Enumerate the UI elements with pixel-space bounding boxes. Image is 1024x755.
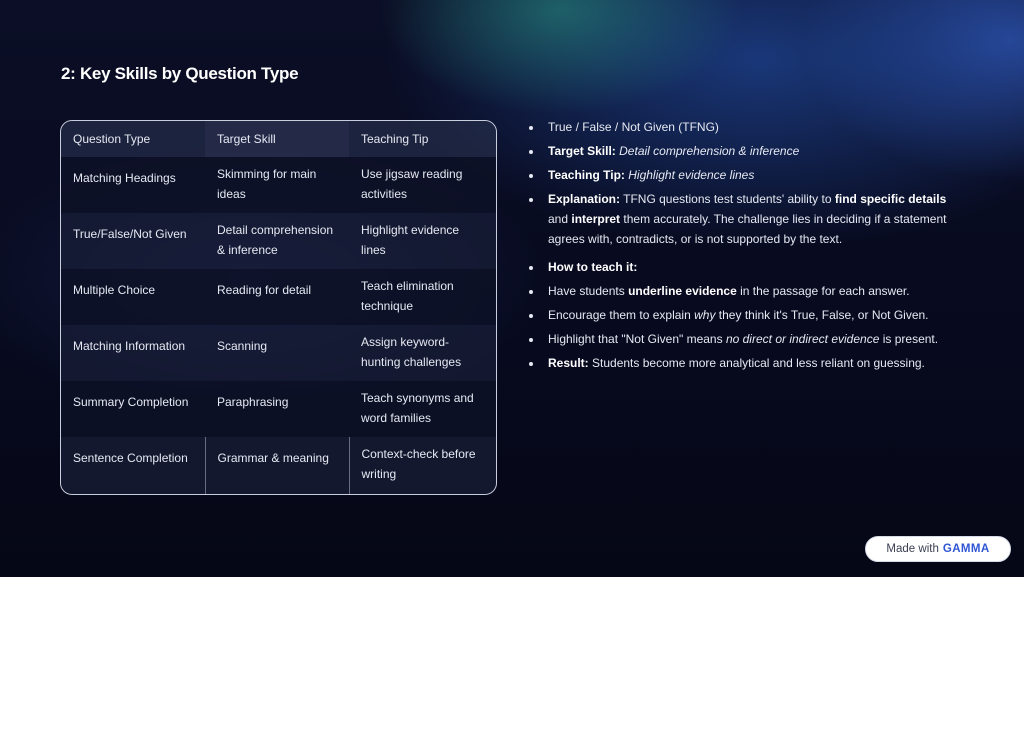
explanation-text: TFNG questions test students' ability to [623,192,832,206]
how-text: Have students [548,284,625,298]
list-item [527,305,967,325]
cell-question-type: True/False/Not Given [61,213,205,269]
skills-table [60,120,497,495]
how-text: in the passage for each answer. [740,284,910,298]
table-row [61,381,496,437]
explanation-text: them accurately. The challenge lies in deciding if a statement agrees with, contradicts, or is not supported by the text. [548,212,947,246]
header-target-skill: Target Skill [205,121,349,157]
table-row [61,437,496,494]
table-row [61,325,496,381]
list-item [527,141,967,161]
list-item [527,353,967,373]
cell-target-skill: Skimming for main ideas [205,157,349,213]
result-label: Result: [548,356,589,370]
badge-prefix: Made with [886,543,939,555]
explanation-emphasis: find specific details [834,192,947,206]
cell-question-type: Matching Information [61,325,205,381]
list-item [527,257,967,277]
cell-teaching-tip: Context-check before writing [349,437,496,494]
cell-question-type: Matching Headings [61,157,205,213]
cell-question-type: Summary Completion [61,381,205,437]
tfng-notes [527,117,967,377]
how-emphasis: no direct or indirect evidence [725,332,880,346]
table-row [61,157,496,213]
how-emphasis: underline evidence [628,284,737,298]
cell-target-skill: Scanning [205,325,349,381]
how-text: Highlight that "Not Given" means [548,332,723,346]
table-header-row [61,121,496,157]
list-item [527,281,967,301]
target-skill-label: Target Skill: [548,144,616,158]
cell-target-skill: Reading for detail [205,269,349,325]
how-text: Encourage them to explain [548,308,691,322]
target-skill-value: Detail comprehension & inference [619,144,800,158]
explanation-emphasis: interpret [571,212,621,226]
how-emphasis: why [694,308,716,322]
cell-target-skill: Grammar & meaning [205,437,349,494]
cell-teaching-tip: Teach elimination technique [349,269,496,325]
cell-target-skill: Detail comprehension & inference [205,213,349,269]
how-text: is present. [882,332,939,346]
list-item [527,329,967,349]
cell-teaching-tip: Assign keyword-hunting challenges [349,325,496,381]
cell-teaching-tip: Highlight evidence lines [349,213,496,269]
cell-teaching-tip: Teach synonyms and word families [349,381,496,437]
table-row [61,213,496,269]
explanation-label: Explanation: [548,192,621,206]
explanation-text: and [548,212,569,226]
list-item [527,117,967,137]
notes-heading: True / False / Not Given (TFNG) [548,120,719,134]
header-question-type: Question Type [61,121,205,157]
list-item [527,165,967,185]
gamma-logo: GAMMA [942,543,990,555]
cell-target-skill: Paraphrasing [205,381,349,437]
cell-teaching-tip: Use jigsaw reading activities [349,157,496,213]
slide-title: 2: Key Skills by Question Type [61,64,299,83]
teaching-tip-value: Highlight evidence lines [628,168,755,182]
table-row [61,269,496,325]
cell-question-type: Multiple Choice [61,269,205,325]
how-to-teach-label: How to teach it: [548,260,638,274]
cell-question-type: Sentence Completion [61,437,205,494]
how-text: they think it's True, False, or Not Given. [718,308,929,322]
made-with-gamma-badge[interactable] [865,536,1011,562]
header-teaching-tip: Teaching Tip [349,121,496,157]
list-item [527,189,967,249]
result-value: Students become more analytical and less reliant on guessing. [592,356,925,370]
teaching-tip-label: Teaching Tip: [548,168,625,182]
